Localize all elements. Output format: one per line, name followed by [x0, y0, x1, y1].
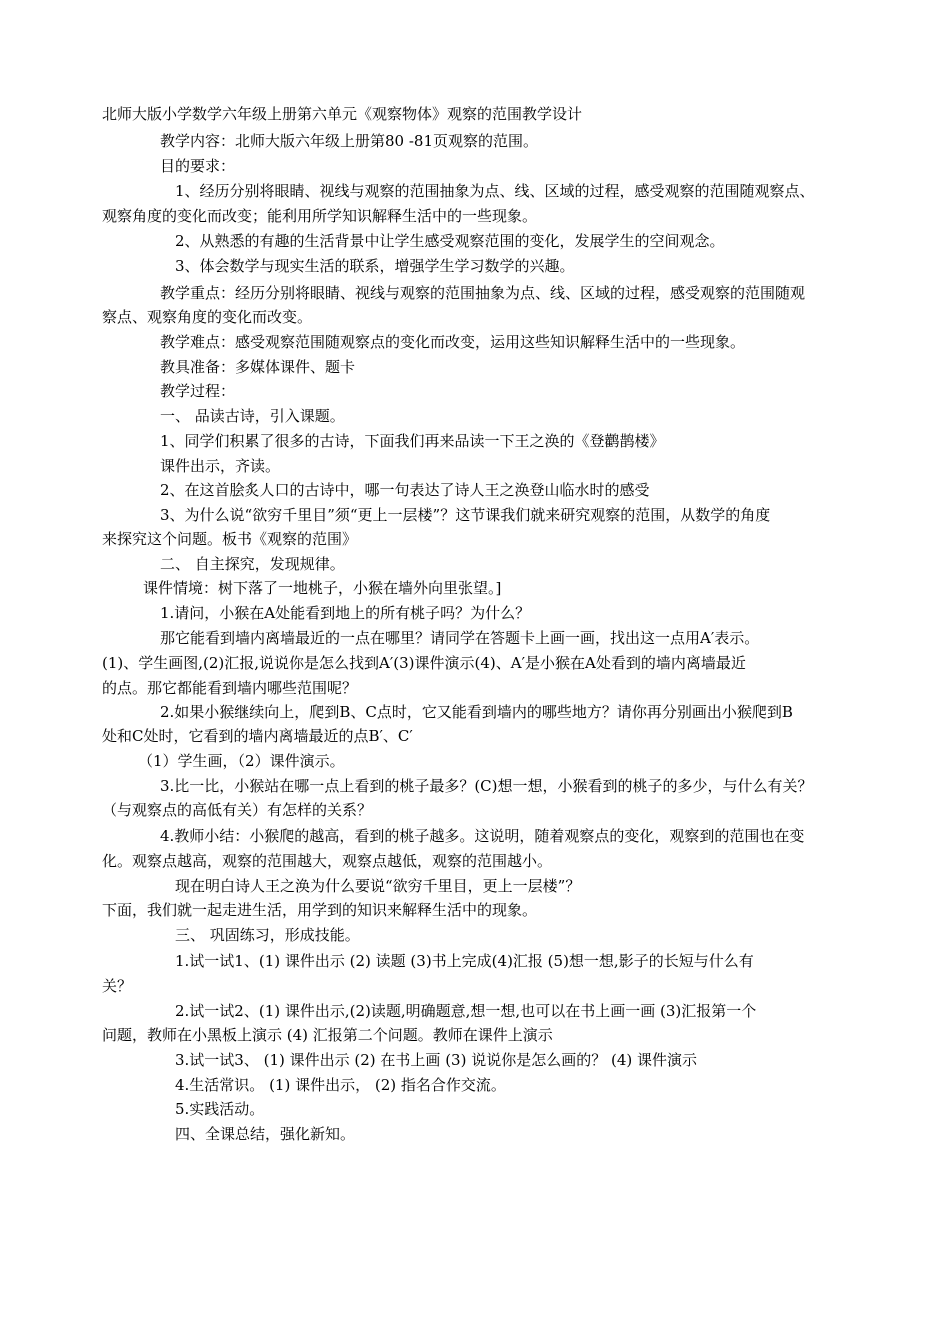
text-line: 观察角度的变化而改变；能利用所学知识解释生活中的一些现象。	[102, 207, 538, 225]
text-line: 的点。那它都能看到墙内哪些范围呢？	[102, 679, 358, 697]
section-heading: 三、 巩固练习，形成技能。	[175, 926, 360, 944]
text-line: 关？	[102, 977, 133, 995]
text-line: 问题，教师在小黑板上演示 (4) 汇报第二个问题。教师在课件上演示	[102, 1026, 553, 1044]
text-line: 2、在这首脍炙人口的古诗中，哪一句表达了诗人王之涣登山临水时的感受	[160, 481, 650, 499]
section-heading: 二、 自主探究，发现规律。	[160, 555, 345, 573]
document-title: 北师大版小学数学六年级上册第六单元《观察物体》观察的范围教学设计	[102, 105, 583, 123]
text-line: 教学重点：经历分别将眼睛、视线与观察的范围抽象为点、线、区域的过程，感受观察的范围随观	[160, 284, 806, 302]
text-line: 1、同学们积累了很多的古诗，下面我们再来品读一下王之涣的《登鹳鹊楼》	[160, 432, 665, 450]
text-line: 课件出示，齐读。	[160, 457, 281, 475]
text-line: 2.试一试2、(1) 课件出示,(2)读题,明确题意,想一想,也可以在书上画一画 (3)汇报第一个	[175, 1002, 757, 1020]
text-line: （与观察点的高低有关）有怎样的关系？	[102, 801, 373, 819]
text-line: 2、从熟悉的有趣的生活背景中让学生感受观察范围的变化，发展学生的空间观念。	[175, 232, 725, 250]
text-line: 2.如果小猴继续向上，爬到B、C点时，它又能看到墙内的哪些地方？请你再分别画出小猴爬到B	[160, 703, 793, 721]
text-line: 教学过程：	[160, 382, 236, 400]
text-line: 处和C处时，它看到的墙内离墙最近的点B′、C′	[102, 727, 413, 745]
text-line: (1)、学生画图,(2)汇报,说说你是怎么找到A′(3)课件演示(4)、A′是小猴在A处看到的墙内离墙最近	[102, 654, 746, 672]
text-line: 教学内容：北师大版六年级上册第80 -81页观察的范围。	[160, 132, 539, 150]
text-line: 4.教师小结：小猴爬的越高，看到的桃子越多。这说明，随着观察点的变化，观察到的范围也在变	[160, 827, 805, 845]
text-line: 下面，我们就一起走进生活，用学到的知识来解释生活中的现象。	[102, 901, 538, 919]
text-line: 来探究这个问题。板书《观察的范围》	[102, 530, 358, 548]
text-line: 5.实践活动。	[175, 1100, 265, 1118]
text-line: 3.比一比，小猴站在哪一点上看到的桃子最多？(C)想一想，小猴看到的桃子的多少，与什么有关？	[160, 777, 813, 795]
text-line: （1）学生画，（2）课件演示。	[138, 752, 345, 770]
text-line: 3.试一试3、 (1) 课件出示 (2) 在书上画 (3) 说说你是怎么画的？ (4) 课件演示	[175, 1051, 697, 1069]
text-line: 1、经历分别将眼睛、视线与观察的范围抽象为点、线、区域的过程，感受观察的范围随观察点、	[175, 182, 815, 200]
text-line: 3、体会数学与现实生活的联系，增强学生学习数学的兴趣。	[175, 257, 575, 275]
text-line: 那它能看到墙内离墙最近的一点在哪里？请同学在答题卡上画一画，找出这一点用A′表示。	[160, 629, 760, 647]
section-heading: 一、 品读古诗，引入课题。	[160, 407, 345, 425]
text-line: 教学难点：感受观察范围随观察点的变化而改变，运用这些知识解释生活中的一些现象。	[160, 333, 746, 351]
text-line: 察点、观察角度的变化而改变。	[102, 308, 313, 326]
text-line: 教具准备：多媒体课件、题卡	[160, 358, 356, 376]
text-line: 现在明白诗人王之涣为什么要说“欲穷千里目，更上一层楼”？	[175, 877, 581, 895]
text-line: 1.请问，小猴在A处能看到地上的所有桃子吗？为什么？	[160, 604, 531, 622]
text-line: 3、为什么说“欲穷千里目”须“更上一层楼”？这节课我们就来研究观察的范围，从数学的角度	[160, 506, 771, 524]
section-heading: 四、全课总结，强化新知。	[175, 1125, 356, 1143]
text-line: 课件情境：树下落了一地桃子，小猴在墙外向里张望。]	[143, 579, 502, 597]
text-line: 1.试一试1、(1) 课件出示 (2) 读题 (3)书上完成(4)汇报 (5)想一想,影子的长短与什么有	[175, 952, 754, 970]
text-line: 目的要求：	[160, 157, 236, 175]
text-line: 4.生活常识。 (1) 课件出示， (2) 指名合作交流。	[175, 1076, 506, 1094]
text-line: 化。观察点越高，观察的范围越大，观察点越低，观察的范围越小。	[102, 852, 553, 870]
